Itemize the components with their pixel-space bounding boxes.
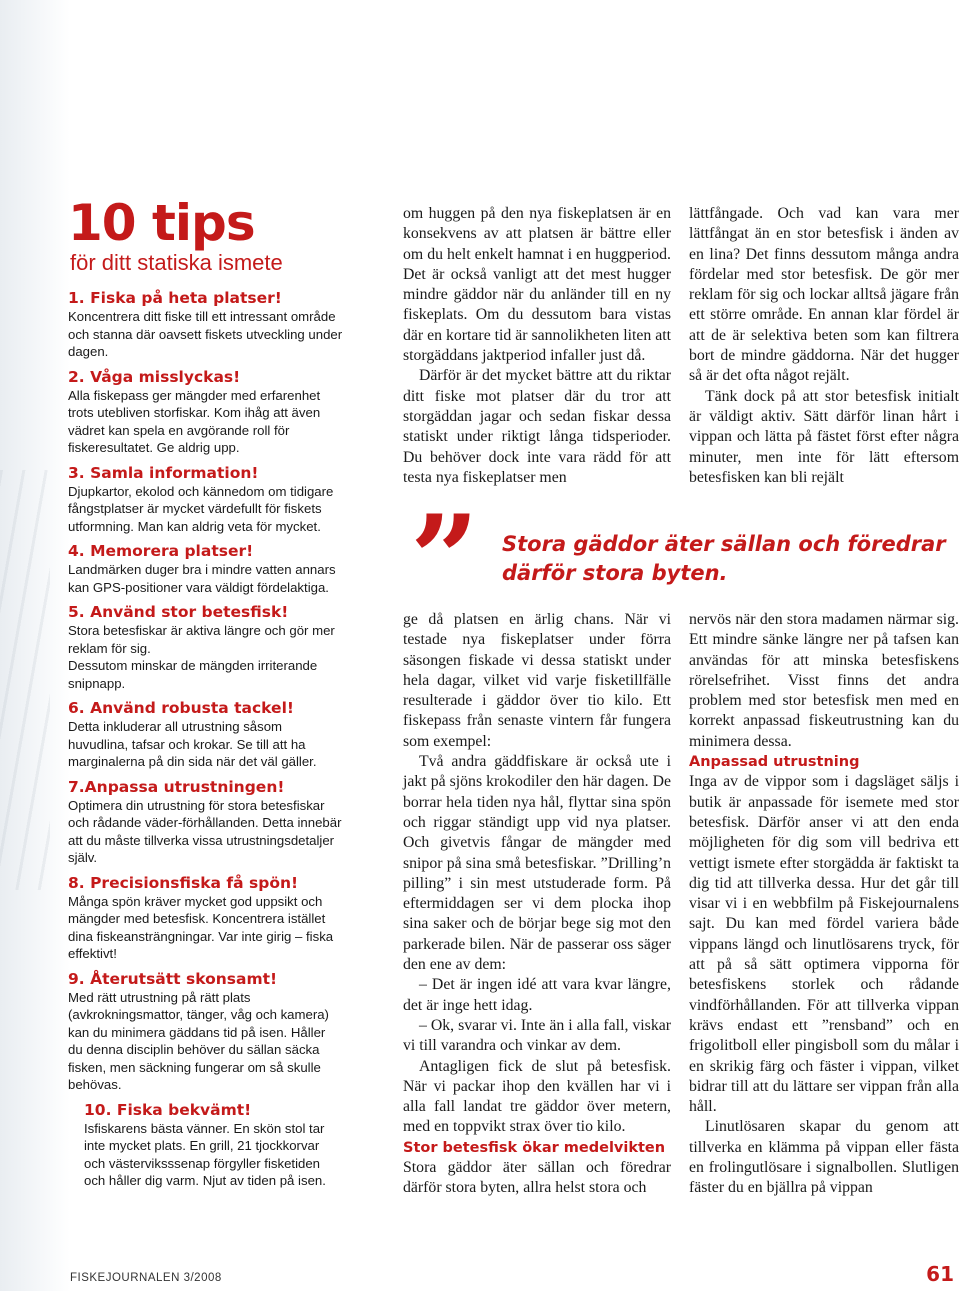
tip-heading: 10. Fiska bekvämt!: [84, 1100, 252, 1119]
tip-heading: 4. Memorera platser!: [68, 542, 254, 560]
tip-2: [68, 367, 343, 457]
paragraph: Antagligen fick de slut på betesfisk. När vi packar ihop den kvällen har vi i alla fall landat tre gäddor över metern, med en toppvikt strax över tio kilo.: [403, 1057, 671, 1136]
article-column-2-bottom: [689, 610, 959, 1199]
sidebar-title: 10 tips: [68, 194, 255, 252]
tip-heading: 1. Fiska på heta platser!: [68, 289, 282, 307]
tip-4: [68, 541, 343, 596]
tip-9: [68, 969, 343, 1094]
paragraph: – Det är ingen idé att vara kvar längre, det är inge hett idag.: [403, 976, 671, 1014]
tip-6: [68, 698, 343, 771]
tip-text: Landmärken duger bra i mindre vatten annars kan GPS-positioner vara väldigt fördelaktiga.: [68, 562, 336, 595]
tip-heading: 9. Återutsätt skonsamt!: [68, 969, 278, 988]
tip-heading: 3. Samla information!: [68, 463, 259, 482]
tip-8: [68, 873, 343, 963]
paragraph: om huggen på den nya fiskeplatsen är en konsekvens av att platsen är bättre eller om du helt enkelt hamnat i en huggperiod. Det är också vanligt att det mest hugger mindre gäddor när du anländer till en ny fiskeplats. Om du dessutom bara vistas där en kortare tid är sannolikheten liten att storgäddans jaktperiod infaller just då.: [403, 205, 672, 365]
paragraph: Därför är det mycket bättre att du riktar ditt fiske mot platser där du tror att storgäddan jagar och sedan fiskar dessa statiskt under riktigt långa tidsperioder. Du behöver dock inte vara rädd för att testa nya fiskeplatser men: [403, 367, 671, 486]
paragraph: Stora gäddor äter sällan och föredrar därför stora byten, allra helst stora och: [403, 1159, 671, 1197]
tip-text: Optimera din utrustning för stora betesfiskar och rådande väder-förhållanden. Detta innebär att du måste tillverka vissa utrustningsdetaljer själv.: [68, 797, 342, 865]
article-column-1-bottom: [403, 610, 671, 1199]
paragraph: lättfångade. Och vad kan vara mer lättfångat än en stor betesfisk i änden av en lina? Det finns dessutom många andra fördelar med stor betesfisk. De gör mer reklam för sig och lockar alltså jägare från ett större område. En annan klar fördel är att de är selektiva beten som kan filtrera bort de mindre gäddorna. När det hugger så är det ofta något rejält.: [689, 205, 959, 385]
tips-sidebar: [68, 196, 343, 1196]
background-photo-strip: [0, 0, 70, 1291]
page-number: 61: [926, 1262, 954, 1286]
tip-10: [68, 1100, 343, 1190]
paragraph: nervös när den stora madamen närmar sig. Ett mindre sänke längre ner på tafsen kan användas för att minska betesfiskens rörelsefrihet. Visst finns det andra problem med stor betesfisk men med en korrekt anpassad fiskeutrustning kan du minimera dessa.: [689, 611, 959, 750]
tip-7: [68, 777, 343, 867]
quote-mark-icon: ”: [410, 489, 480, 630]
tip-text: Koncentrera ditt fiske till ett intressant område och stanna där oavsett fiskets utveckling under dagen.: [68, 309, 343, 359]
tip-heading: 8. Precisionsfiska få spön!: [68, 873, 299, 892]
tip-heading: 7.Anpassa utrustningen!: [68, 777, 285, 796]
paragraph: Linutlösaren skapar du genom att tillverka en klämma på vippan eller fästa en frolingutlösare i signalbollen. Slutligen fäster du en bjällra på vippan: [689, 1118, 959, 1197]
tip-text: Isfiskarens bästa vänner. En skön stol tar inte mycket plats. En grill, 21 tjockkorvar och västerviksssenap förgyller fisketiden och håller dig varm. Njut av tiden på isen.: [84, 1120, 326, 1188]
article-column-2-top: [689, 204, 959, 488]
tip-text: Detta inkluderar all utrustning såsom huvudlina, tafsar och krokar. Se till att ha marginalerna på din sida när det väl gäller.: [68, 719, 317, 769]
article-column-1-top: [403, 204, 671, 488]
section-heading: Stor betesfisk ökar medelvikten: [403, 1139, 666, 1156]
paragraph: – Ok, svarar vi. Inte än i alla fall, viskar vi till varandra och vinkar av dem.: [403, 1016, 671, 1055]
paragraph: Två andra gäddfiskare är också ute i jakt på sjöns krokodiler den här dagen. De borrar hela tiden nya hål, flyttar sina spön och riggar ständigt upp vid nya platser. Och givetvis fångar de mängder med snipor på sina små betesfiskar. ”Drilling’n pilling” i sin mest utstuderade form. På eftermiddagen ser vi dem plocka ihop sina saker och de börjar bege sig mot den parkerade bilen. När de passerar oss säger den ene av dem:: [403, 753, 671, 974]
tip-3: [68, 463, 343, 536]
paragraph: Tänk dock på att stor betesfisk initialt är väldigt aktiv. Sätt därför linan hårt i vippan och lätta på fästet först efter några minuter, men inte för lätt eftersom betesfisken kan bli rejält: [689, 387, 959, 486]
tip-text: Dessutom minskar de mängden irriterande snipnapp.: [68, 658, 318, 691]
tip-heading: 6. Använd robusta tackel!: [68, 699, 294, 717]
pull-quote: Stora gäddor äter sällan och föredrar därför stora byten.: [502, 532, 946, 585]
tip-text: Alla fiskepass ger mängder med erfarenhet trots utebliven storfiskar. Kom ihåg att även vädret kan spela en avgörande roll för fiskeresultatet. Ge aldrig upp.: [68, 387, 321, 455]
tip-1: [68, 288, 343, 361]
section-heading: Anpassad utrustning: [689, 754, 860, 771]
tip-text: Djupkartor, ekolod och kännedom om tidigare fångstplatser är mycket värdefullt för fiskets utformning. Man kan aldrig veta för mycket.: [68, 483, 334, 534]
paragraph: ge då platsen en ärlig chans. När vi testade nya fiskeplatser under förra säsongen fiskade vi dessa statiskt under hela dagar, vilket vid varje fisketillfälle resulterade i gäddor över tio kilo. Ett fiskepass från senaste vintern får fungera som exempel:: [403, 611, 671, 750]
paragraph: Inga av de vippor som i dagsläget säljs i butik är anpassade för isemete med stor betesfisk. Därför anser vi att den enda möjligheten för dig som vill bedriva ett vettigt ismete efter storgädda är faktiskt ta dig tid att tillverka dessa. Hur det går till visar vi i en webbfilm på Fiskejournalens sajt. Du kan med fördel variera både vippans längd och linutlösarens tryck, för att på så sätt optimera vipporna för betesfiskens storlek och rådande vindförhållanden. För att tillverka vippan krävs endast ett ”rensband” och en frigolitboll eller pingisboll som du målar i en skrikig färg och fäster i vippan, vilket bidrar till att du lättare ser vippan från alla håll.: [689, 773, 959, 1116]
tip-5: [68, 602, 343, 692]
sidebar-subtitle: för ditt statiska ismete: [70, 250, 283, 275]
tip-text: Med rätt utrustning på rätt plats (avkrokningsmattor, tänger, våg och kamera) kan du minimera gäddans tid på isen. Håller du denna disciplin behöver du sällan säcka fisken, men säckning fungerar om så skulle behövas.: [68, 989, 329, 1092]
tip-heading: 2. Våga misslyckas!: [68, 367, 241, 386]
tip-heading: 5. Använd stor betesfisk!: [68, 603, 289, 621]
tip-text: Stora betesfiskar är aktiva längre och gör mer reklam för sig.: [68, 623, 335, 656]
tip-text: Många spön kräver mycket god uppsikt och mängder med betesfisk. Koncentrera istället dina fiskeansträngningar. Var inte girig – fiska effektivt!: [68, 893, 334, 961]
magazine-footer: FISKEJOURNALEN 3/2008: [70, 1272, 222, 1284]
